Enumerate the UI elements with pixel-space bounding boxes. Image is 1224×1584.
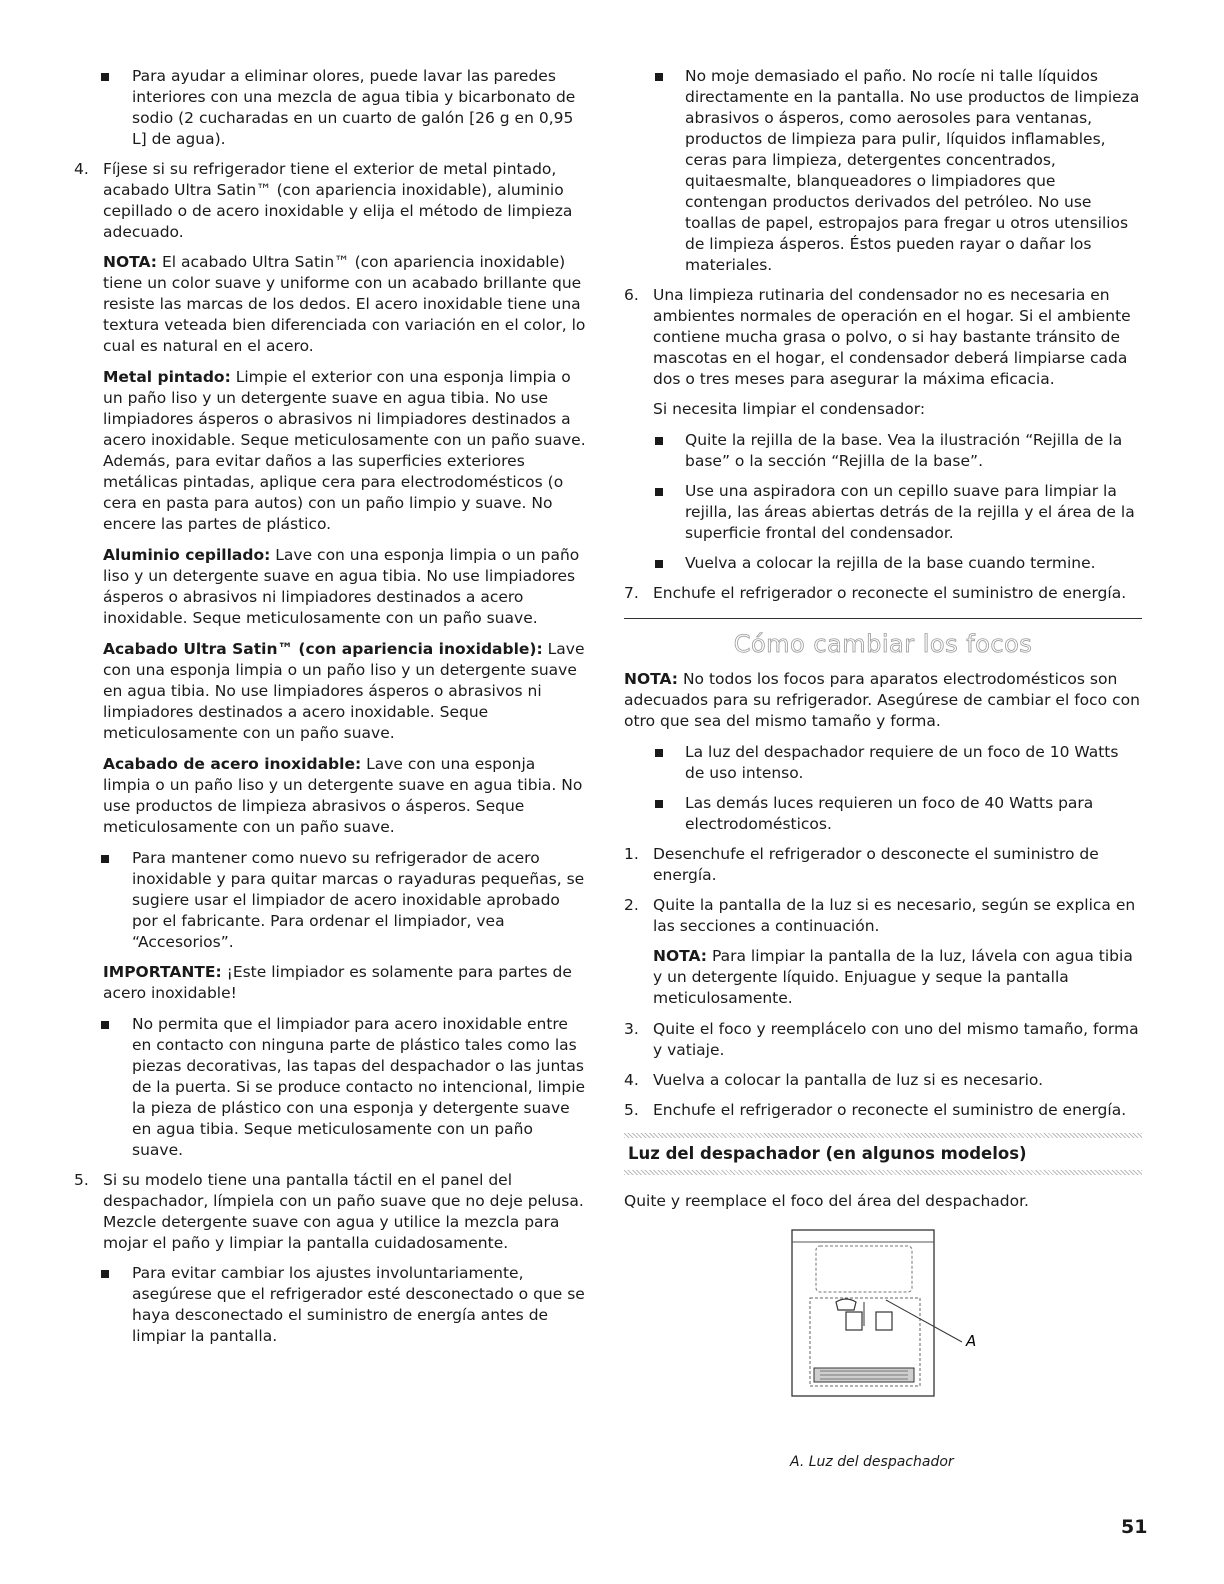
step-6: 6. Una limpieza rutinaria del condensador no es necesaria en ambientes normales de operación en el hogar. Si el ambiente contiene mucha grasa o polvo, o si hay bastante tránsito de mascotas en el hogar, el condensador deberá limpiarse cada dos o tres meses para asegurar la máxima eficacia. bbox=[624, 286, 1131, 388]
bullet-item: No moje demasiado el paño. No rocíe ni talle líquidos directamente en la pantalla. No use productos de limpieza abrasivos o ásperos, como aerosoles para ventanas, productos de limpieza para pulir, líquidos inflamables, ceras para limpieza, detergentes concentrados, quitaesmalte, blanqueadores o limpiadores que contengan productos derivados del petróleo. No use toallas de papel, estropajos para fregar u otros utensilios de limpieza ásperos. Éstos pueden rayar o dañar los materiales. bbox=[624, 66, 1142, 276]
bulb-step-1: 1. Desenchufe el refrigerador o desconecte el suministro de energía. bbox=[624, 845, 1099, 884]
note-paragraph: NOTA: El acabado Ultra Satin™ (con apariencia inoxidable) tiene un color suave y uniforme con un acabado brillante que resiste las marcas de los dedos. El acero inoxidable tiene una textura veteada bien diferenciada con variación en el color, lo cual es natural en el acero. bbox=[103, 253, 586, 355]
bullet-item: Quite la rejilla de la base. Vea la ilustración “Rejilla de la base” o la sección “Rejilla de la base”. bbox=[624, 430, 1142, 472]
bulb-step-3: 3. Quite el foco y reemplácelo con uno del mismo tamaño, forma y vatiaje. bbox=[624, 1020, 1139, 1059]
dispenser-instruction: Quite y reemplace el foco del área del despachador. bbox=[624, 1192, 1029, 1210]
bullet-item: Use una aspiradora con un cepillo suave para limpiar la rejilla, las áreas abiertas detrás de la rejilla y el área de la superficie frontal del condensador. bbox=[624, 481, 1142, 544]
section-divider bbox=[624, 618, 1142, 619]
condenser-intro: Si necesita limpiar el condensador: bbox=[653, 400, 926, 418]
bullet-item: Para ayudar a eliminar olores, puede lavar las paredes interiores con una mezcla de agua tibia y bicarbonato de sodio (2 cucharadas en un cuarto de galón [26 g en 0,95 L] de agua). bbox=[74, 66, 586, 150]
figure-caption: A. Luz del despachador bbox=[790, 1454, 954, 1470]
page-number: 51 bbox=[1121, 1516, 1148, 1538]
water-paddle bbox=[876, 1312, 892, 1330]
dispenser-figure bbox=[624, 1226, 1142, 1476]
bulb-step-5: 5. Enchufe el refrigerador o reconecte el suministro de energía. bbox=[624, 1101, 1127, 1119]
painted-metal-paragraph: Metal pintado: Limpie el exterior con una esponja limpia o un paño liso y un detergente suave en agua tibia. No use limpiadores ásperos o abrasivos ni limpiadores destinados a acero inoxidable. Seque meticulosamente con un paño suave. Además, para evitar daños a las superficies exteriores metálicas pintadas, aplique cera para electrodomésticos (o cera en pasta para autos) con un paño limpio y suave. No encere las partes de plástico. bbox=[103, 368, 586, 533]
callout-line bbox=[886, 1300, 962, 1342]
section-title: Cómo cambiar los focos bbox=[733, 630, 1033, 658]
bullet-item: Para evitar cambiar los ajustes involuntariamente, asegúrese que el refrigerador esté desconectado o que se haya desconectado el suministro de energía antes de limpiar la pantalla. bbox=[74, 1263, 586, 1347]
bullet-item: No permita que el limpiador para acero inoxidable entre en contacto con ninguna parte de plástico tales como las piezas decorativas, las tapas del despachador o las juntas de la puerta. Si se produce contacto no intencional, limpie la pieza de plástico con una esponja y detergente suave en agua tibia. Seque meticulosamente con un paño suave. bbox=[74, 1014, 586, 1161]
subheading: Luz del despachador (en algunos modelos) bbox=[628, 1144, 1027, 1163]
hatch-rule bbox=[624, 1170, 1142, 1175]
bullet-item: Las demás luces requieren un foco de 40 Watts para electrodomésticos. bbox=[624, 793, 1142, 835]
dispenser-light bbox=[836, 1299, 856, 1310]
dispenser-illustration bbox=[624, 1226, 1024, 1446]
callout-label: A bbox=[966, 1332, 977, 1350]
step-5: 5. Si su modelo tiene una pantalla táctil en el panel del despachador, límpiela con un paño suave que no deje pelusa. Mezcle detergente suave con agua y utilice la mezcla para mojar el paño y limpiar la pantalla cuidadosamente. bbox=[74, 1171, 584, 1252]
ultra-satin-paragraph: Acabado Ultra Satin™ (con apariencia inoxidable): Lave con una esponja limpia o un paño liso y un detergente suave en agua tibia. No use limpiadores ásperos o abrasivos ni limpiadores destinados a acero inoxidable. Seque meticulosamente con un paño suave. bbox=[103, 640, 585, 742]
brushed-aluminum-paragraph: Aluminio cepillado: Lave con una esponja limpia o un paño liso y un detergente suave en agua tibia. No use limpiadores ásperos o abrasivos ni limpiadores destinados a acero inoxidable. Seque meticulosamente con un paño suave. bbox=[103, 546, 580, 627]
note-paragraph: NOTA: No todos los focos para aparatos electrodomésticos son adecuados para su refrigerador. Asegúrese de cambiar el foco con otro que sea del mismo tamaño y forma. bbox=[624, 670, 1140, 730]
bulb-step-4: 4. Vuelva a colocar la pantalla de luz si es necesario. bbox=[624, 1071, 1044, 1089]
ice-paddle bbox=[846, 1312, 862, 1330]
stainless-paragraph: Acabado de acero inoxidable: Lave con una esponja limpia o un paño liso y un detergente suave en agua tibia. No use productos de limpieza abrasivos o ásperos. Seque meticulosamente con un paño suave. bbox=[103, 755, 583, 836]
bulb-step-2: 2. Quite la pantalla de la luz si es necesario, según se explica en las secciones a continuación. bbox=[624, 896, 1136, 935]
note-paragraph: NOTA: Para limpiar la pantalla de la luz, lávela con agua tibia y un detergente líquido. Enjuague y seque la pantalla meticulosamente. bbox=[653, 947, 1133, 1007]
dispenser-display bbox=[816, 1246, 912, 1292]
bullet-item: La luz del despachador requiere de un foco de 10 Watts de uso intenso. bbox=[624, 742, 1142, 784]
important-paragraph: IMPORTANTE: ¡Este limpiador es solamente para partes de acero inoxidable! bbox=[103, 963, 572, 1002]
left-column bbox=[74, 66, 586, 1356]
step-4: 4. Fíjese si su refrigerador tiene el exterior de metal pintado, acabado Ultra Satin™ (con apariencia inoxidable), aluminio cepillado o de acero inoxidable y elija el método de limpieza adecuado. bbox=[74, 160, 573, 241]
bullet-item: Vuelva a colocar la rejilla de la base cuando termine. bbox=[624, 553, 1142, 574]
right-column bbox=[624, 66, 1142, 1476]
subheading-block bbox=[624, 1133, 1142, 1175]
step-7: 7. Enchufe el refrigerador o reconecte el suministro de energía. bbox=[624, 584, 1127, 602]
bullet-item: Para mantener como nuevo su refrigerador de acero inoxidable y para quitar marcas o rayaduras pequeñas, se sugiere usar el limpiador de acero inoxidable aprobado por el fabricante. Para ordenar el limpiador, vea “Accesorios”. bbox=[74, 848, 586, 953]
